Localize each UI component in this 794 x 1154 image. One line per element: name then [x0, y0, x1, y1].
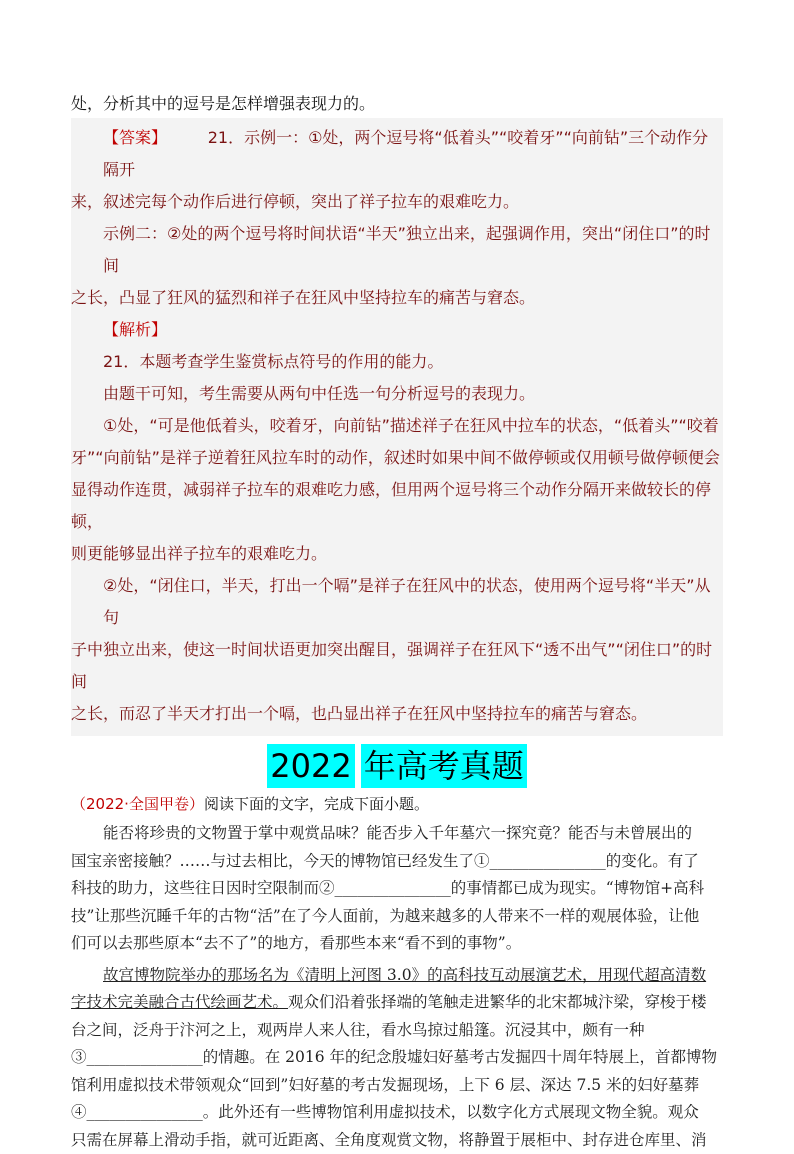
answer-analysis-box: [71, 118, 723, 736]
underlined-sentence-part-1: 故宫博物院举办的那场名为《清明上河图 3.0》的高科技互动展演艺术，用现代超高清数: [103, 965, 707, 984]
analysis-tag: 【解析】: [103, 320, 168, 339]
analysis-line-2: 由题干可知，考生需要从两句中任选一句分析逗号的表现力。: [103, 384, 536, 403]
answer-line-3: 示例二：②处的两个逗号将时间状语“半天”独立出来，起强调作用，突出“闭住口”的时间: [103, 224, 711, 275]
heading-year: 2022: [267, 744, 354, 788]
analysis-tag-line: [71, 314, 723, 346]
source-label: （2022·全国甲卷）: [71, 795, 204, 813]
section-heading: [71, 744, 723, 788]
analysis-line-8: 子中独立出来，使这一时间状语更加突出醒目，强调祥子在狂风下“透不出气”“闭住口”的时间: [71, 640, 713, 691]
question-tail: 处，分析其中的逗号是怎样增强表现力的。: [71, 94, 376, 113]
source-instruction: 阅读下面的文字，完成下面小题。: [203, 795, 429, 813]
analysis-line-1: 21．本题考查学生鉴赏标点符号的作用的能力。: [103, 352, 444, 371]
answer-line-2: 来，叙述完每个动作后进行停顿，突出了祥子拉车的艰难吃力。: [71, 192, 520, 211]
analysis-line-6: 则更能够显出祥子拉车的艰难吃力。: [71, 544, 328, 563]
analysis-line-3: ①处，“可是他低着头，咬着牙，向前钻”描述祥子在狂风中拉车的状态，“低着头”“咬着: [103, 416, 719, 435]
analysis-line-5: 显得动作连贯，减弱祥子拉车的艰难吃力感，但用两个逗号将三个动作分隔开来做较长的停顿，: [71, 480, 712, 531]
question-source: [71, 792, 723, 816]
passage-paragraph-2: [71, 962, 723, 990]
passage-paragraph-1: 能否将珍贵的文物置于掌中观赏品味？能否步入千年墓穴一探究竟？能否与未曾展出的: [103, 824, 693, 842]
answer-line-1: 【答案】 21．示例一：①处，两个逗号将“低着头”“咬着牙”“向前钻”三个动作分隔开: [103, 128, 709, 179]
underlined-sentence-part-2: 字技术完美融合古代绘画艺术。: [71, 993, 289, 1011]
answer-line-4: 之长，凸显了狂风的猛烈和祥子在狂风中坚持拉车的痛苦与窘态。: [71, 288, 536, 307]
document-page: [71, 92, 723, 1154]
analysis-line-9: 之长，而忍了半天才打出一个嗝，也凸显出祥子在狂风中坚持拉车的痛苦与窘态。: [71, 704, 648, 723]
analysis-line-7: ②处，“闭住口，半天，打出一个嗝”是祥子在狂风中的状态，使用两个逗号将“半天”从句: [103, 576, 711, 627]
answer-tag: 【答案】: [103, 128, 168, 147]
analysis-line-4: 牙”“向前钻”是祥子逆着狂风拉车时的动作，叙述时如果中间不做停顿或仅用顿号做停顿便会: [71, 448, 720, 467]
heading-title: 年高考真题: [361, 744, 527, 788]
reading-passage: 能否将珍贵的文物置于掌中观赏品味？能否步入千年墓穴一探究竟？能否与未曾展出的 国宝亲密接触？……与过去相比，今天的博物馆已经发生了①_______________的变化。有了 科技的助力，这些往日因时空限制而②_______________的事情都已成为现实。“博物馆+高科 技”让那些沉睡千年的古物“活”在了今人面前，为越来越多的人带来不一样的观展体验，让他 们可以去那些原本“去不了”的地方，看那些本来“看不到的事物”。 故宫博物院举办的那场名为《清明上河图 3.0》的高科技互动展演艺术，用现代超高清数 字技术完美融合古代绘画艺术。观众们沿着张择端的笔触走进繁华的北宋都城汴梁，穿梭于楼 台之间，泛舟于汴河之上，观两岸人来人往，看水鸟掠过船篷。沉浸其中，颇有一种 ③_______________的情趣。在 2016 年的纪念殷墟妇好墓考古发掘四十周年特展上，首都博物 馆利用虚拟技术带领观众“回到”妇好墓的考古发掘现场，上下 6 层、深达 7.5 米的妇好墓葬 ④_______________。此外还有一些博物馆利用虚拟技术，以数字化方式展现文物全貌。观众 只需在屏幕上滑动手指，就可近距离、全角度观赏文物，将静置于展柜中、封存进仓库里、消: [71, 820, 723, 1154]
